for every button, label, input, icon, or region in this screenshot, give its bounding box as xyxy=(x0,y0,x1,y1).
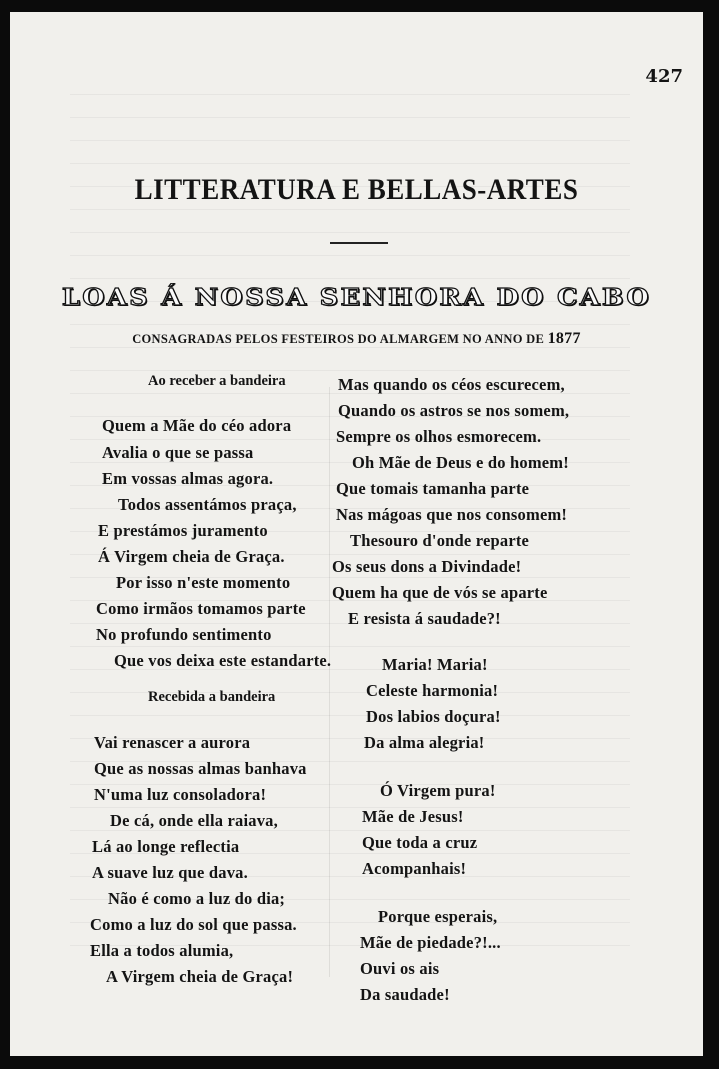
verse-line: Vai renascer a aurora xyxy=(94,733,251,752)
verse-line: Ouvi os ais xyxy=(360,959,440,978)
verse-line: Quem ha que de vós se aparte xyxy=(332,583,548,602)
verse-line: No profundo sentimento xyxy=(96,625,272,644)
left-heading-receive: Ao receber a bandeira xyxy=(148,373,286,389)
verse-line: Mãe de Jesus! xyxy=(362,807,464,826)
left-heading-received: Recebida a bandeira xyxy=(148,689,276,705)
verse-line: Dos labios doçura! xyxy=(366,707,501,726)
verse-line: A suave luz que dava. xyxy=(92,863,248,882)
page-number: 427 xyxy=(645,66,683,87)
verse-line: Thesouro d'onde reparte xyxy=(350,531,530,550)
verse-line: Ó Virgem pura! xyxy=(380,781,496,800)
verse-line: Acompanhais! xyxy=(362,859,467,878)
verse-line: Sempre os olhos esmorecem. xyxy=(336,427,542,446)
poem-title: LOAS Á NOSSA SENHORA DO CABO xyxy=(61,284,652,311)
verse-line: Oh Mãe de Deus e do homem! xyxy=(352,453,569,472)
verse-line: Como irmãos tomamos parte xyxy=(96,599,306,618)
verse-line: Em vossas almas agora. xyxy=(102,469,274,488)
verse-line: Quem a Mãe do céo adora xyxy=(102,416,292,435)
verse-line: Da saudade! xyxy=(360,985,450,1004)
dedication xyxy=(10,330,703,348)
verse-line: Maria! Maria! xyxy=(382,655,488,674)
column-divider xyxy=(329,387,330,977)
verse-line: Que vos deixa este estandarte. xyxy=(114,651,332,670)
verse-line: Por isso n'este momento xyxy=(116,573,291,592)
verse-line: Que toda a cruz xyxy=(362,833,478,852)
dedication-year: 1877 xyxy=(547,330,581,347)
verse-line: Ella a todos alumia, xyxy=(90,941,234,960)
verse-line: Os seus dons a Divindade! xyxy=(332,557,522,576)
verse-line: Como a luz do sol que passa. xyxy=(90,915,297,934)
document-page xyxy=(10,12,703,1056)
verse-line: A Virgem cheia de Graça! xyxy=(106,967,294,986)
verse-line: Á Virgem cheia de Graça. xyxy=(98,547,285,566)
verse-line: Celeste harmonia! xyxy=(366,681,499,700)
verse-line: Quando os astros se nos somem, xyxy=(338,401,570,420)
verse-line: Nas mágoas que nos consomem! xyxy=(336,505,568,524)
verse-line: Lá ao longe reflectia xyxy=(92,837,240,856)
verse-line: E prestámos juramento xyxy=(98,521,268,540)
verse-line: Não é como a luz do dia; xyxy=(108,889,286,908)
verse-line: N'uma luz consoladora! xyxy=(94,785,267,804)
verse-line: E resista á saudade?! xyxy=(348,609,501,628)
title-rule xyxy=(330,242,388,244)
verse-line: Mãe de piedade?!... xyxy=(360,933,501,952)
dedication-text: CONSAGRADAS PELOS FESTEIROS DO ALMARGEM NO ANNO DE xyxy=(132,332,545,346)
verse-line: Porque esperais, xyxy=(378,907,498,926)
verse-line: Avalia o que se passa xyxy=(102,443,254,462)
verse-line: Todos assentámos praça, xyxy=(118,495,297,514)
verse-line: Que as nossas almas banhava xyxy=(94,759,307,778)
verse-line: Da alma alegria! xyxy=(364,733,485,752)
section-title: LITTERATURA E BELLAS-ARTES xyxy=(134,172,579,206)
verse-line: Mas quando os céos escurecem, xyxy=(338,375,565,394)
verse-line: De cá, onde ella raiava, xyxy=(110,811,278,830)
verse-line: Que tomais tamanha parte xyxy=(336,479,530,498)
